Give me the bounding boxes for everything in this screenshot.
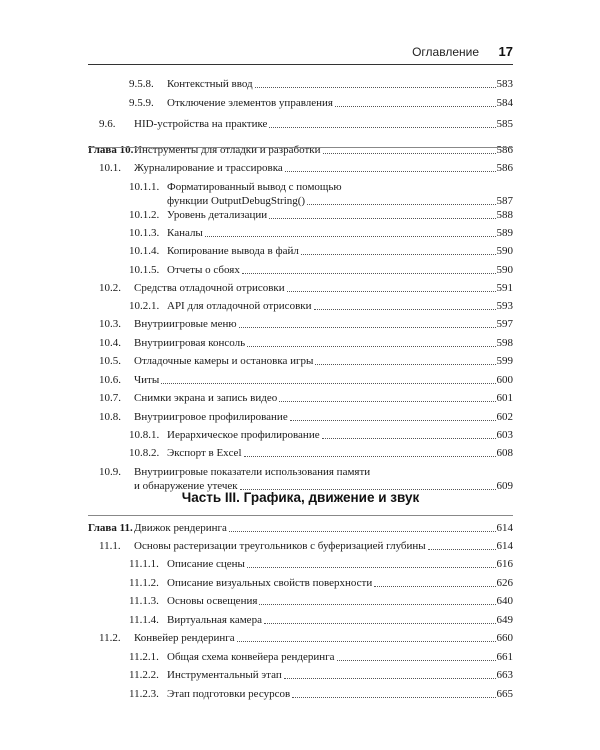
entry-number: 10.5. — [99, 355, 121, 367]
entry-number: 11.1.1. — [129, 558, 159, 570]
entry-title: Основы освещения — [167, 595, 258, 607]
entry-title-line — [134, 336, 513, 350]
entry-title: Инструменты для отладки и разработки — [134, 144, 321, 156]
entry-title: Виртуальная камера — [167, 614, 262, 626]
entry-title: Читы — [134, 374, 160, 386]
entry-title: Отключение элементов управления — [167, 97, 333, 109]
entry-title: HID-устройства на практике — [134, 118, 268, 130]
entry-title-block — [167, 263, 513, 277]
entry-title: Конвейер рендеринга — [134, 632, 235, 644]
entry-number: 11.2.1. — [129, 651, 159, 663]
entry-title-block — [167, 208, 513, 222]
dot-leader — [337, 659, 496, 661]
dot-leader — [244, 455, 496, 457]
entry-title: Уровень детализации — [167, 209, 268, 221]
dot-leader — [314, 308, 496, 310]
chapter-divider — [88, 147, 513, 148]
entry-title-line — [167, 96, 513, 110]
entry-title-line — [134, 354, 513, 368]
entry-title: Описание сцены — [167, 558, 245, 570]
entry-title-line — [134, 161, 513, 175]
entry-number: 10.1.5. — [129, 264, 160, 276]
dot-leader — [287, 290, 496, 292]
toc-entry — [88, 354, 513, 368]
entry-title: Общая схема конвейера рендеринга — [167, 651, 335, 663]
entry-title-block — [134, 631, 513, 645]
entry-title-line — [167, 650, 513, 664]
entry-page: 609 — [496, 480, 513, 492]
toc-entry — [88, 631, 513, 645]
entry-page: 597 — [496, 318, 513, 330]
entry-page: 600 — [496, 374, 513, 386]
dot-leader — [301, 253, 496, 255]
dot-leader — [161, 382, 495, 384]
entry-title-line — [167, 576, 513, 590]
entry-page: 616 — [496, 558, 513, 570]
entry-page: 608 — [496, 447, 513, 459]
toc-entry — [88, 143, 513, 157]
entry-page: 586 — [496, 162, 513, 174]
entry-title-block — [134, 410, 513, 424]
entry-title-cont: и обнаружение утечек — [134, 480, 238, 492]
toc-entry — [88, 77, 513, 91]
entry-title-block — [167, 650, 513, 664]
dot-leader — [229, 530, 496, 532]
entry-page: 589 — [496, 227, 513, 239]
entry-number: 10.1. — [99, 162, 121, 174]
toc-entry — [88, 391, 513, 405]
entry-number: 10.8. — [99, 411, 121, 423]
entry-page: 649 — [496, 614, 513, 626]
entry-title-block — [134, 143, 513, 157]
toc-entry — [88, 594, 513, 608]
entry-page: 593 — [496, 300, 513, 312]
entry-title: Копирование вывода в файл — [167, 245, 299, 257]
entry-title-line — [134, 631, 513, 645]
entry-title-block — [134, 465, 513, 493]
entry-title-line — [134, 143, 513, 157]
dot-leader — [323, 152, 496, 154]
entry-number: 10.8.1. — [129, 429, 160, 441]
entry-number: 10.1.3. — [129, 227, 160, 239]
toc-entry — [88, 521, 513, 535]
entry-title-block — [134, 539, 513, 553]
dot-leader — [269, 126, 495, 128]
dot-leader — [259, 603, 495, 605]
entry-page: 602 — [496, 411, 513, 423]
running-title: Оглавление — [412, 45, 479, 59]
entry-title-block — [134, 391, 513, 405]
entry-number: 11.2. — [99, 632, 121, 644]
toc-entry — [88, 465, 513, 493]
entry-title: API для отладочной отрисовки — [167, 300, 312, 312]
dot-leader — [239, 326, 496, 328]
toc-entry — [88, 263, 513, 277]
entry-title-line — [167, 244, 513, 258]
entry-number: 10.1.4. — [129, 245, 160, 257]
entry-title-block — [167, 594, 513, 608]
toc-entry — [88, 244, 513, 258]
part-heading: Часть III. Графика, движение и звук — [181, 490, 420, 505]
entry-title-block — [167, 180, 513, 208]
entry-number: 9.5.9. — [129, 97, 154, 109]
entry-title-block — [167, 446, 513, 460]
entry-title: Контекстный ввод — [167, 78, 253, 90]
toc-entry — [88, 161, 513, 175]
entry-number: Глава 11. — [88, 522, 133, 534]
entry-page: 663 — [496, 669, 513, 681]
entry-title-line — [167, 613, 513, 627]
entry-title-block — [134, 117, 513, 131]
entry-title-block — [134, 317, 513, 331]
toc-entry — [88, 281, 513, 295]
toc-entry — [88, 428, 513, 442]
page-number: 17 — [498, 44, 513, 59]
entry-title: Отладочные камеры и остановка игры — [134, 355, 314, 367]
entry-number: 11.1. — [99, 540, 121, 552]
dot-leader — [290, 419, 496, 421]
entry-title-line — [134, 410, 513, 424]
entry-page: 614 — [496, 522, 513, 534]
dot-leader — [322, 437, 496, 439]
entry-title-line — [167, 299, 513, 313]
dot-leader — [205, 235, 496, 237]
entry-page: 585 — [496, 118, 513, 130]
entry-title-block — [167, 557, 513, 571]
toc-entry — [88, 117, 513, 131]
dot-leader — [374, 585, 495, 587]
dot-leader — [247, 345, 495, 347]
entry-title-line — [134, 117, 513, 131]
entry-title: Инструментальный этап — [167, 669, 282, 681]
chapter-divider — [88, 515, 513, 516]
entry-page: 591 — [496, 282, 513, 294]
dot-leader — [237, 640, 496, 642]
toc-entry — [88, 576, 513, 590]
entry-number: 10.2.1. — [129, 300, 160, 312]
entry-title-block — [167, 299, 513, 313]
dot-leader — [285, 170, 496, 172]
entry-page: 661 — [496, 651, 513, 663]
entry-title: Иерархическое профилирование — [167, 429, 320, 441]
entry-title-line — [167, 428, 513, 442]
entry-title-line — [167, 446, 513, 460]
dot-leader — [307, 203, 495, 205]
entry-number: 10.4. — [99, 337, 121, 349]
entry-title: Движок рендеринга — [134, 522, 227, 534]
entry-number: 9.5.8. — [129, 78, 154, 90]
entry-title: Отчеты о сбоях — [167, 264, 240, 276]
entry-page: 601 — [496, 392, 513, 404]
entry-title: Средства отладочной отрисовки — [134, 282, 285, 294]
entry-title-block — [134, 161, 513, 175]
entry-title: Этап подготовки ресурсов — [167, 688, 291, 700]
entry-number: 10.3. — [99, 318, 121, 330]
entry-number: 10.6. — [99, 374, 121, 386]
entry-title: Журналирование и трассировка — [134, 162, 283, 174]
toc-entry — [88, 373, 513, 387]
entry-title-block — [167, 576, 513, 590]
entry-number: 11.1.4. — [129, 614, 159, 626]
entry-page: 660 — [496, 632, 513, 644]
toc-entry — [88, 96, 513, 110]
entry-title-block — [134, 336, 513, 350]
entry-title-line — [167, 77, 513, 91]
entry-page: 640 — [496, 595, 513, 607]
toc-entry — [88, 299, 513, 313]
dot-leader — [284, 677, 496, 679]
entry-number: 10.1.1. — [129, 181, 160, 193]
toc-entry — [88, 336, 513, 350]
entry-page: 590 — [496, 264, 513, 276]
dot-leader — [242, 272, 496, 274]
entry-title-line — [167, 194, 513, 208]
dot-leader — [247, 566, 496, 568]
entry-title-block — [167, 244, 513, 258]
entry-number: 10.7. — [99, 392, 121, 404]
toc-entry — [88, 650, 513, 664]
toc-entry — [88, 668, 513, 682]
entry-page: 586 — [496, 144, 513, 156]
entry-title: Описание визуальных свойств поверхности — [167, 577, 373, 589]
entry-title-line — [134, 521, 513, 535]
entry-number: 10.1.2. — [129, 209, 160, 221]
entry-title-block — [134, 373, 513, 387]
entry-number: 10.2. — [99, 282, 121, 294]
entry-title-block — [167, 96, 513, 110]
entry-page: 665 — [496, 688, 513, 700]
dot-leader — [335, 105, 496, 107]
dot-leader — [269, 217, 495, 219]
entry-number: 11.2.2. — [129, 669, 159, 681]
entry-number: 11.1.3. — [129, 595, 159, 607]
entry-page: 599 — [496, 355, 513, 367]
entry-title-cont: функции OutputDebugString() — [167, 195, 306, 207]
entry-page: 626 — [496, 577, 513, 589]
entry-page: 590 — [496, 245, 513, 257]
entry-number: Глава 10. — [88, 144, 134, 156]
entry-title-block — [167, 77, 513, 91]
entry-title-line — [134, 281, 513, 295]
entry-number: 9.6. — [99, 118, 116, 130]
entry-title: Экспорт в Excel — [167, 447, 242, 459]
entry-page: 584 — [496, 97, 513, 109]
entry-title: Снимки экрана и запись видео — [134, 392, 278, 404]
entry-title-line — [134, 317, 513, 331]
toc-entry — [88, 226, 513, 240]
entry-title-line — [134, 539, 513, 553]
entry-page: 614 — [496, 540, 513, 552]
entry-page: 587 — [496, 195, 513, 207]
toc-entry — [88, 446, 513, 460]
entry-title-block — [167, 613, 513, 627]
toc-entry — [88, 539, 513, 553]
toc-entry — [88, 613, 513, 627]
entry-title: Каналы — [167, 227, 203, 239]
entry-title-block — [134, 281, 513, 295]
entry-title-line — [167, 557, 513, 571]
page-header — [88, 44, 513, 65]
entry-title: Форматированный вывод с помощью — [167, 181, 342, 193]
entry-title-block — [167, 668, 513, 682]
entry-number: 10.8.2. — [129, 447, 160, 459]
dot-leader — [428, 548, 496, 550]
entry-page: 583 — [496, 78, 513, 90]
entry-title: Внутриигровая консоль — [134, 337, 246, 349]
dot-leader — [315, 363, 495, 365]
entry-title-line — [167, 208, 513, 222]
entry-title: Внутриигровые меню — [134, 318, 237, 330]
entry-title-line — [167, 668, 513, 682]
entry-page: 603 — [496, 429, 513, 441]
toc-entry — [88, 180, 513, 208]
entry-title: Основы растеризации треугольников с буферизацией глубины — [134, 540, 426, 552]
entry-title-line — [134, 373, 513, 387]
entry-title-block — [167, 226, 513, 240]
entry-title: Внутриигровое профилирование — [134, 411, 288, 423]
entry-number: 11.2.3. — [129, 688, 159, 700]
dot-leader — [264, 622, 496, 624]
entry-title: Внутриигровые показатели использования памяти — [134, 466, 371, 478]
entry-title-line — [167, 687, 513, 701]
toc-entry — [88, 410, 513, 424]
entry-title-line — [134, 391, 513, 405]
entry-page: 598 — [496, 337, 513, 349]
toc-entry — [88, 557, 513, 571]
entry-title-block — [167, 428, 513, 442]
toc-entry — [88, 208, 513, 222]
entry-title-block — [134, 521, 513, 535]
entry-number: 10.9. — [99, 466, 121, 478]
entry-page: 588 — [496, 209, 513, 221]
dot-leader — [292, 696, 495, 698]
entry-title-block — [134, 354, 513, 368]
entry-title-line — [167, 263, 513, 277]
dot-leader — [255, 86, 496, 88]
toc-entry — [88, 687, 513, 701]
entry-title-block — [167, 687, 513, 701]
dot-leader — [279, 400, 495, 402]
entry-title-line — [167, 226, 513, 240]
entry-number: 11.1.2. — [129, 577, 159, 589]
entry-title-line — [167, 594, 513, 608]
toc-entry — [88, 317, 513, 331]
